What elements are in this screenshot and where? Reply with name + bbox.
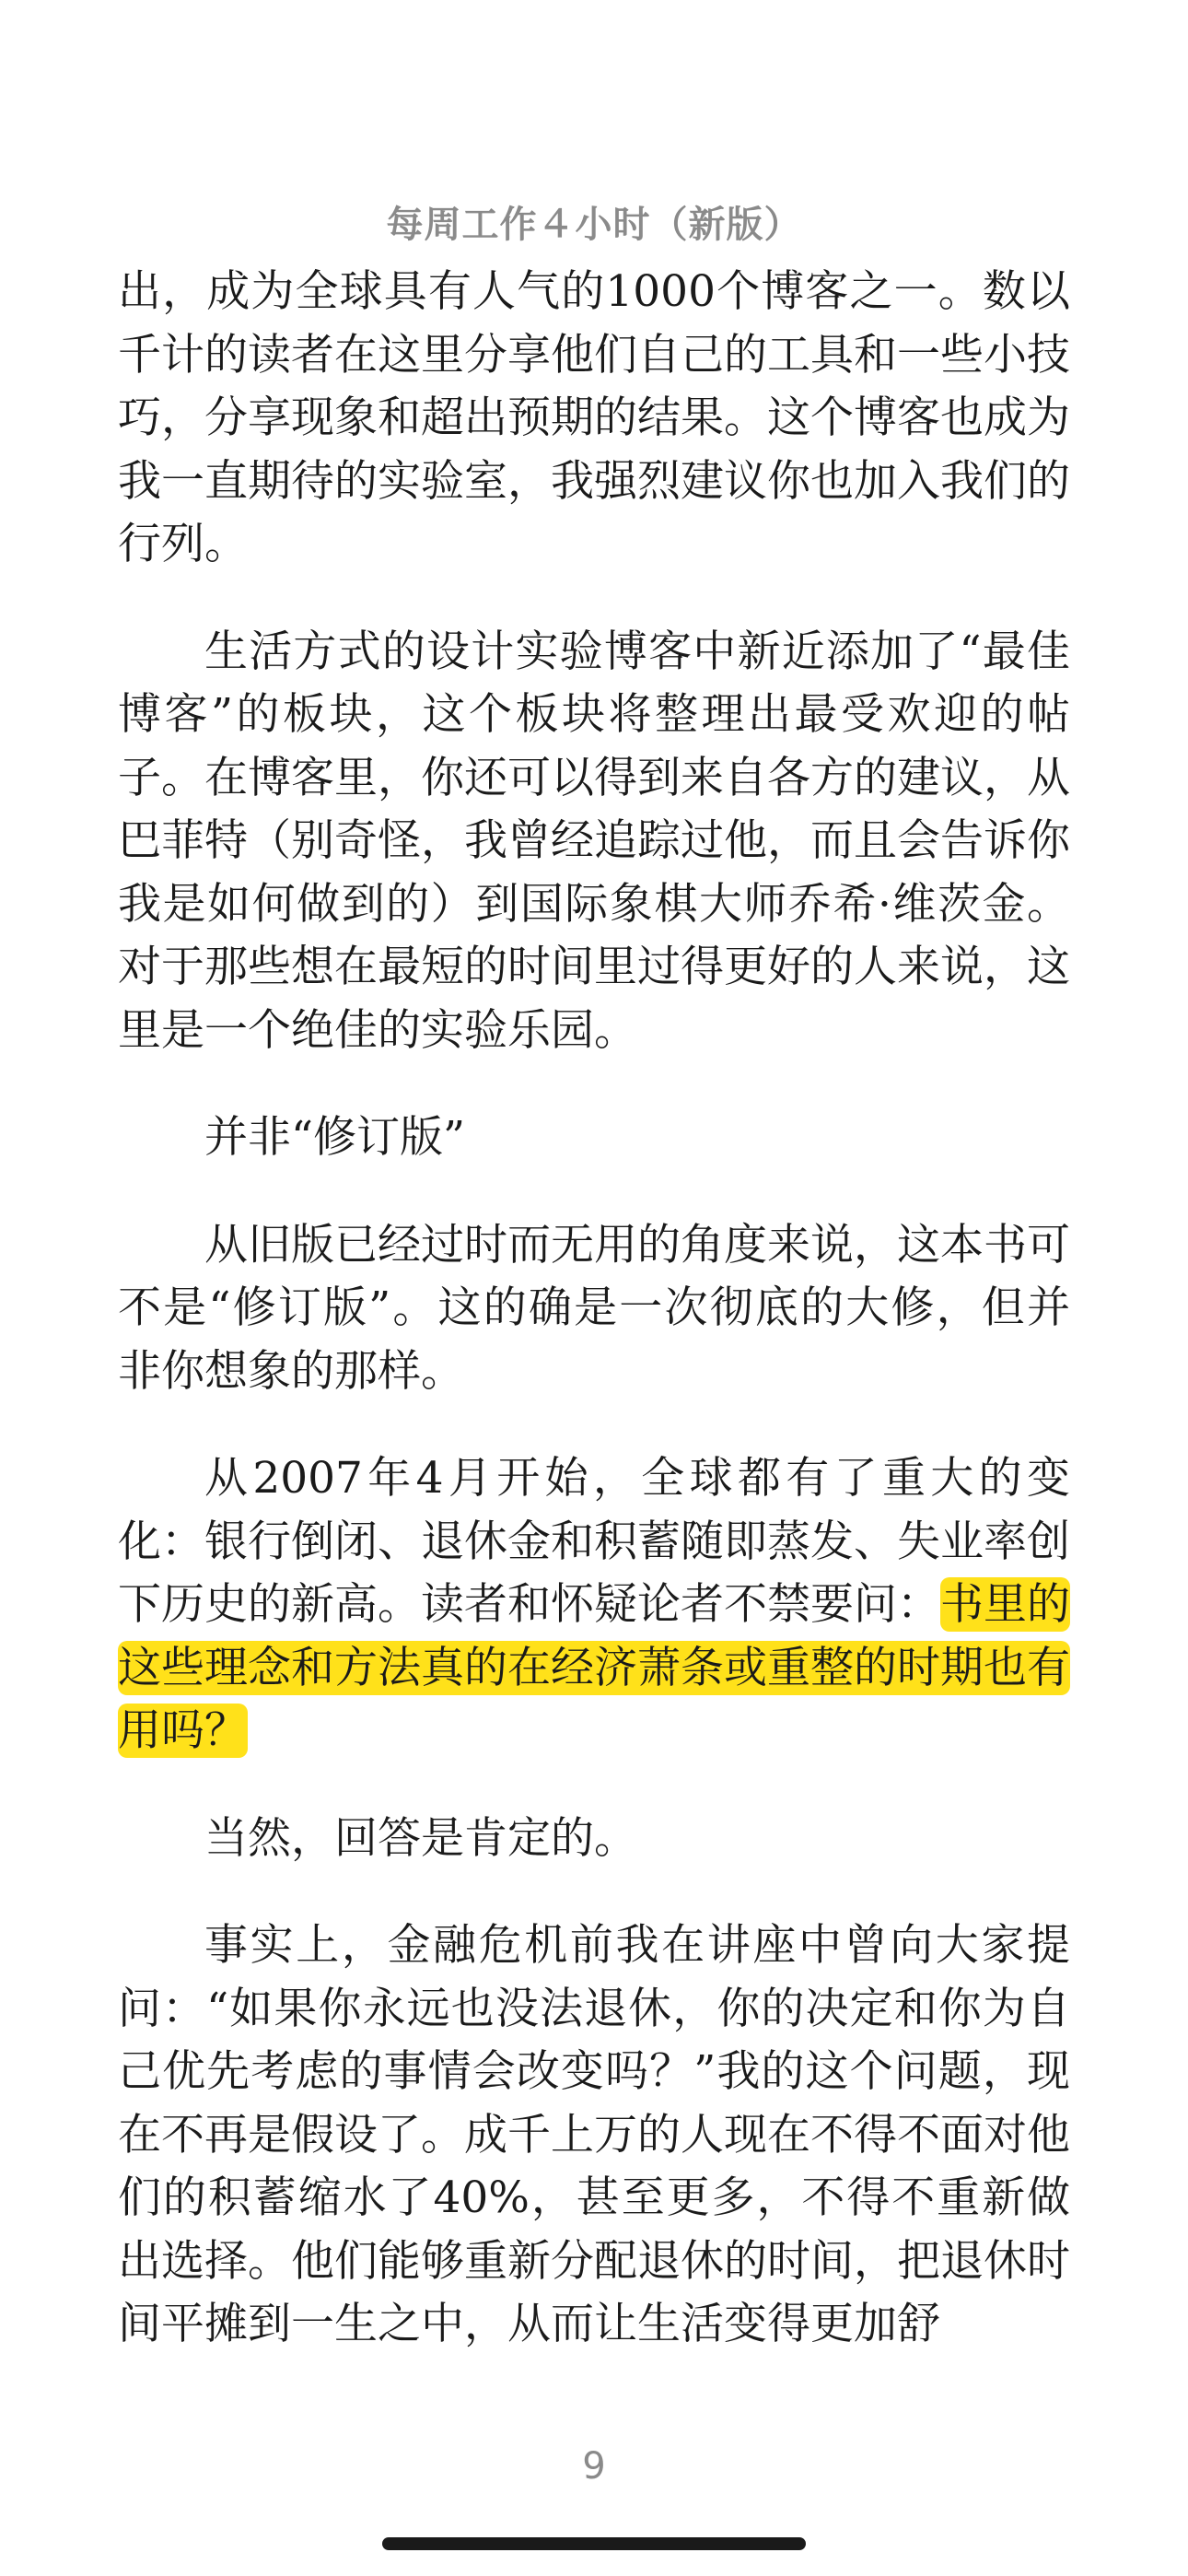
paragraph (118, 621, 1070, 1063)
paragraph-text: 出，成为全球具有人气的1000个博客之一。数以千计的读者在这里分享他们自己的工具和一些小技巧，分享现象和超出预期的结果。这个博客也成为我一直期待的实验室，我强烈建议你也加入我们的行列。 (118, 266, 1070, 569)
paragraph-text: 生活方式的设计实验博客中新近添加了“最佳博客”的板块，这个板块将整理出最受欢迎的帖子。在博客里，你还可以得到来自各方的建议，从巴菲特（别奇怪，我曾经追踪过他，而且会告诉你我是如何做到的）到国际象棋大师乔希·维茨金。对于那些想在最短的时间里过得更好的人来说，这里是一个绝佳的实验乐园。 (118, 626, 1070, 1056)
paragraph (118, 1214, 1070, 1404)
home-indicator[interactable] (382, 2537, 806, 2550)
paragraph (118, 1808, 1070, 1871)
paragraph (118, 261, 1070, 577)
paragraph (118, 1447, 1070, 1763)
highlighted-text[interactable]: 书里的这些理念和方法真的在经济萧条或重整的时期也有用吗？ (118, 1579, 1070, 1756)
paragraph (118, 1914, 1070, 2357)
paragraph-text: 从2007年4月开始，全球都有了重大的变化：银行倒闭、退休金和积蓄随即蒸发、失业率创下历史的新高。读者和怀疑论者不禁要问： (118, 1453, 1070, 1630)
reading-content[interactable] (118, 261, 1070, 2401)
page-number: 9 (582, 2445, 606, 2488)
paragraph-text: 从旧版已经过时而无用的角度来说，这本书可不是“修订版”。这的确是一次彻底的大修，但并非你想象的那样。 (118, 1219, 1070, 1397)
paragraph-text: 并非“修订版” (204, 1112, 466, 1163)
book-title: 每周工作４小时（新版） (386, 204, 802, 246)
paragraph-text: 当然，回答是肯定的。 (204, 1812, 637, 1864)
paragraph-text: 事实上，金融危机前我在讲座中曾向大家提问：“如果你永远也没法退休，你的决定和你为自己优先考虑的事情会改变吗？”我的这个问题，现在不再是假设了。成千上万的人现在不得不面对他们的积蓄缩水了40%，甚至更多，不得不重新做出选择。他们能够重新分配退休的时间，把退休时间平摊到一生之中，从而让生活变得更加舒 (118, 1920, 1070, 2349)
section-heading (118, 1107, 1070, 1170)
